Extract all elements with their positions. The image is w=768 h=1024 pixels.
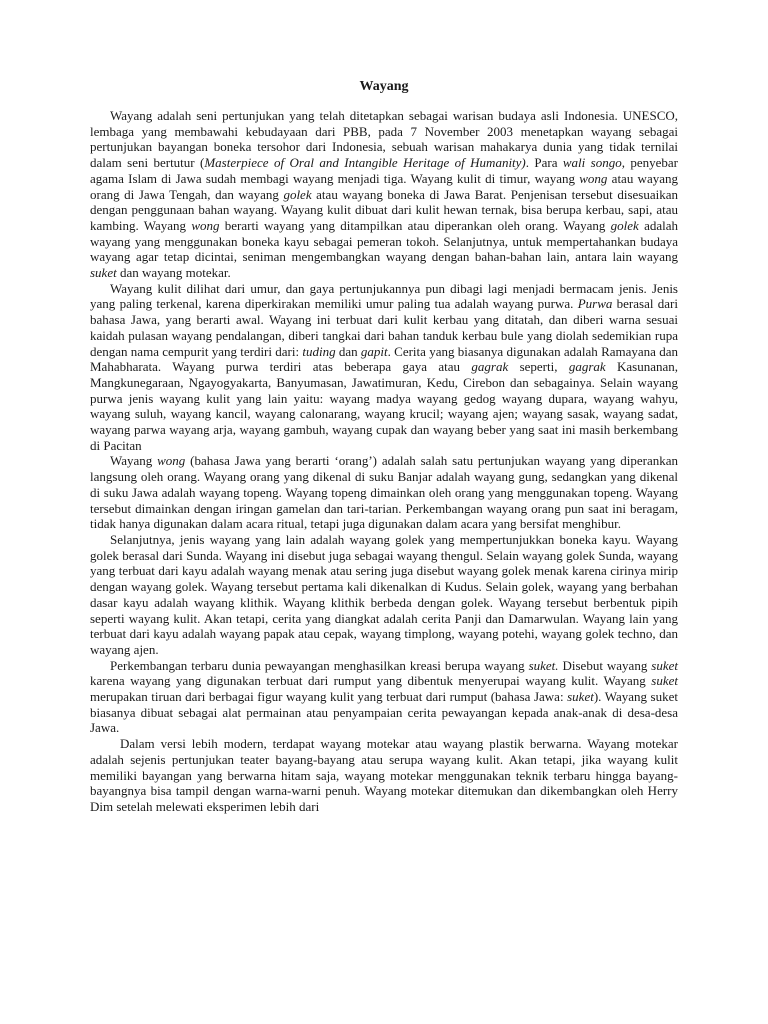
text-run: Dalam versi lebih modern, terdapat wayang motekar atau wayang plastik berwarna. Wayang motekar adalah sejenis pertunjukan teater bayang-bayang atau serupa wayang kulit. Akan tetapi, jika wayang kulit memiliki bayangan yang berwarna hitam saja, wayang motekar menggunakan teknik terbaru hingga bayang-bayangnya bisa tampil dengan warna-warni penuh. Wayang motekar ditemukan dan dikembangkan oleh Herry Dim setelah melewati eksperimen lebih dari [90,736,678,814]
italic-term: suket [90,265,117,281]
paragraph [90,108,678,281]
paragraph [90,453,678,532]
italic-term: suket [651,657,678,673]
text-run: Disebut wayang [558,657,652,673]
italic-term: wong [157,453,186,469]
text-run: . Para [525,155,563,171]
text-run: dan wayang motekar. [116,265,231,281]
text-run: berarti wayang yang ditampilkan atau diperankan oleh orang. Wayang [219,217,611,233]
document-title: Wayang [359,79,409,94]
italic-term: suket [651,673,678,689]
paragraph [90,532,678,658]
text-run: seperti, [508,359,569,375]
italic-term: Masterpiece of Oral and Intangible Heritage of Humanity) [204,155,526,171]
text-run: Perkembangan terbaru dunia pewayangan menghasilkan kreasi berupa wayang [110,657,529,673]
italic-term: Purwa [577,296,613,312]
text-run: atau wayang boneka di Jawa Barat. Penjenisan tersebut disesuaikan dengan penggunaan bahan wayang. Wayang kulit dibuat dari kulit hewan ternak, bisa berupa kerbau, sapi, atau kambing. Wayang [90,186,678,233]
text-run: berasal dari bahasa Jawa, yang berarti awal. Wayang ini terbuat dari kulit kerbau yang ditatah, dan diberi warna sesuai kaidah pulasan wayang pendalangan, diberi tangkai dari bahan tanduk kerbau bule yang diolah sedemikian rupa dengan nama cempurit yang terdiri dari: [90,296,678,359]
italic-term: gagrak [568,359,606,375]
italic-term: tuding [302,343,336,359]
text-run: dan [335,343,361,359]
text-run: karena wayang yang digunakan terbuat dari rumput yang dibentuk menyerupai wayang kulit. Wayang [90,673,652,689]
paragraph [90,281,678,454]
text-run: Wayang kulit dilihat dari umur, dan gaya pertunjukannya pun dibagi lagi menjadi bermacam jenis. Jenis yang paling terkenal, karena diperkirakan memiliki umur paling tua adalah wayang purwa. [90,280,678,312]
italic-term: suket. [528,657,559,673]
italic-term: gapit [360,343,388,359]
text-run: Kasunanan, Mangkunegaraan, Ngayogyakarta, Banyumasan, Jawatimuran, Kedu, Cirebon dan sebagainya. Selain wayang purwa jenis wayang kulit yang lain yaitu: wayang madya wayang gedog wayang dupara, wayang wahyu, wayang suluh, wayang kancil, wayang calonarang, wayang krucil; wayang ajen; wayang sasak, wayang sadat, wayang parwa wayang arja, wayang gambuh, wayang cupak dan wayang beber yang saat ini masih berkembang di Pacitan [90,359,678,453]
italic-term: golek [283,186,312,202]
paragraph [90,736,678,815]
italic-term: wong [579,170,608,186]
text-run: Selanjutnya, jenis wayang yang lain adalah wayang golek yang mempertunjukkan boneka kayu. Wayang golek berasal dari Sunda. Wayang ini disebut juga sebagai wayang thengul. Selain wayang golek Sunda, wayang yang terbuat dari kayu adalah wayang menak atau sering juga disebut wayang golek menak karena cirinya mirip dengan wayang golek. Wayang tersebut pertama kali dikenalkan di Kudus. Selain golek, wayang yang berbahan dasar kayu adalah wayang klithik. Wayang klithik berbeda dengan golek. Wayang tersebut berbentuk pipih seperti wayang kulit. Akan tetapi, cerita yang diangkat adalah cerita Panji dan Damarwulan. Wayang lain yang terbuat dari kayu adalah wayang papak atau cepak, wayang timplong, wayang potehi, wayang golek techno, dan wayang ajen. [90,531,678,657]
italic-term: golek [610,217,639,233]
text-run: atau wayang orang di Jawa Tengah, dan wayang [90,170,678,202]
text-run: ). Wayang suket biasanya dibuat sebagai alat permainan atau penyampaian cerita pewayangan kepada anak-anak di desa-desa Jawa. [90,689,678,736]
text-run: Wayang [110,453,158,469]
italic-term: wali songo [562,155,622,171]
italic-term: gagrak [471,359,509,375]
italic-term: wong [191,217,220,233]
text-run: Wayang adalah seni pertunjukan yang telah ditetapkan sebagai warisan budaya asli Indonesia. UNESCO, lembaga yang membawahi kebudayaan dari PBB, pada 7 November 2003 menetapkan wayang sebagai pertunjukan bayangan boneka tersohor dari Indonesia, sebuah warisan mahakarya dunia yang tidak ternilai dalam seni bertutur ( [90,108,678,171]
text-run: (bahasa Jawa yang berarti ‘orang’) adalah salah satu pertunjukan wayang yang diperankan langsung oleh orang. Wayang orang yang dikenal di suku Banjar adalah wayang gung, sedangkan yang dikenal di suku Jawa adalah wayang topeng. Wayang topeng dimainkan oleh orang yang menggunakan topeng. Wayang tersebut dimainkan dengan iringan gamelan dan tari-tarian. Perkembangan wayang orang pun saat ini beragam, tidak hanya digunakan dalam acara ritual, tetapi juga digunakan dalam acara yang bersifat menghibur. [90,453,678,532]
text-run: merupakan tiruan dari berbagai figur wayang kulit yang terbuat dari rumput (bahasa Jawa: [90,689,568,705]
paragraph [90,658,678,737]
italic-term: suket [567,689,594,705]
text-run: adalah wayang yang menggunakan boneka kayu sebagai pemeran tokoh. Selanjutnya, untuk mempertahankan budaya wayang agar tetap dicintai, seniman mengembangkan wayang dengan bahan-bahan lain, antara lain wayang [90,217,679,265]
text-run: . Cerita yang biasanya digunakan adalah Ramayana dan Mahabharata. Wayang purwa terdiri atas beberapa gaya atau [90,343,678,375]
text-run: , penyebar agama Islam di Jawa sudah membagi wayang menjadi tiga. Wayang kulit di timur, wayang [90,155,678,186]
